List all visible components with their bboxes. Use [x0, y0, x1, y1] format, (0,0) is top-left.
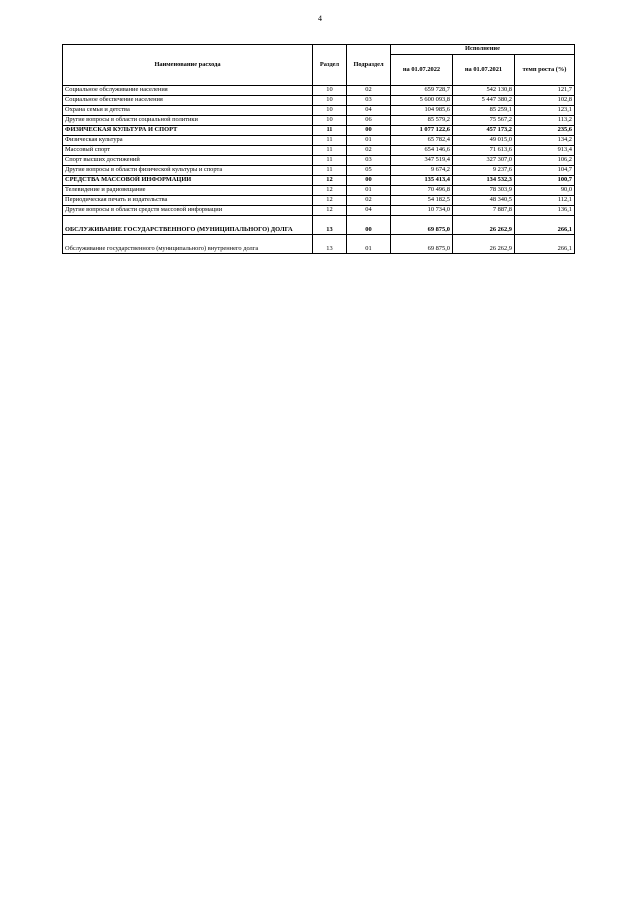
cell-section: 10: [313, 116, 347, 126]
cell-name: Другие вопросы в области социальной политики: [63, 116, 313, 126]
cell-value-2021: 5 447 380,2: [453, 96, 515, 106]
cell-value-2021: 7 887,8: [453, 206, 515, 216]
cell-subsection: 00: [347, 126, 391, 136]
cell-value-2022: 70 496,8: [391, 186, 453, 196]
cell-name: ФИЗИЧЕСКАЯ КУЛЬТУРА И СПОРТ: [63, 126, 313, 136]
header-name: Наименование расхода: [63, 45, 313, 86]
cell-name: Другие вопросы в области физической культуры и спорта: [63, 166, 313, 176]
cell-value-2022: 85 579,2: [391, 116, 453, 126]
cell-growth: 113,2: [515, 116, 575, 126]
cell-subsection: 05: [347, 166, 391, 176]
cell-subsection: 01: [347, 136, 391, 146]
cell-section: 10: [313, 106, 347, 116]
cell-name: Массовый спорт: [63, 146, 313, 156]
table-row: [63, 116, 575, 126]
cell-value-2021: 85 259,1: [453, 106, 515, 116]
cell-growth: 913,4: [515, 146, 575, 156]
cell-growth: 104,7: [515, 166, 575, 176]
cell-name: Охрана семьи и детства: [63, 106, 313, 116]
table-row: [63, 186, 575, 196]
cell-growth: 266,1: [515, 235, 575, 254]
cell-subsection: 06: [347, 116, 391, 126]
cell-growth: 100,7: [515, 176, 575, 186]
cell-section: 12: [313, 206, 347, 216]
cell-section: 11: [313, 126, 347, 136]
cell-name: Спорт высших достижений: [63, 156, 313, 166]
cell-section: 12: [313, 186, 347, 196]
cell-name: ОБСЛУЖИВАНИЕ ГОСУДАРСТВЕННОГО (МУНИЦИПАЛЬНОГО) ДОЛГА: [63, 216, 313, 235]
cell-subsection: 00: [347, 216, 391, 235]
page-number: 4: [318, 14, 322, 23]
cell-growth: 90,0: [515, 186, 575, 196]
cell-value-2022: 69 875,0: [391, 235, 453, 254]
cell-section: 11: [313, 146, 347, 156]
cell-name: Другие вопросы в области средств массовой информации: [63, 206, 313, 216]
cell-value-2021: 75 567,2: [453, 116, 515, 126]
cell-section: 11: [313, 166, 347, 176]
cell-value-2022: 135 413,4: [391, 176, 453, 186]
cell-value-2022: 104 985,6: [391, 106, 453, 116]
cell-value-2022: 69 875,0: [391, 216, 453, 235]
cell-name: Социальное обслуживание населения: [63, 86, 313, 96]
cell-growth: 112,1: [515, 196, 575, 206]
cell-name: Периодическая печать и издательства: [63, 196, 313, 206]
header-section: Раздел: [313, 45, 347, 86]
cell-name: Обслуживание государственного (муниципального) внутреннего долга: [63, 235, 313, 254]
table-row-section-total: [63, 176, 575, 186]
cell-section: 11: [313, 156, 347, 166]
cell-growth: 123,1: [515, 106, 575, 116]
cell-value-2022: 659 728,7: [391, 86, 453, 96]
cell-subsection: 03: [347, 96, 391, 106]
cell-value-2022: 5 600 093,8: [391, 96, 453, 106]
cell-value-2021: 457 173,2: [453, 126, 515, 136]
cell-section: 10: [313, 96, 347, 106]
cell-value-2022: 654 146,6: [391, 146, 453, 156]
cell-growth: 266,1: [515, 216, 575, 235]
table-row-section-total: [63, 216, 575, 235]
cell-value-2021: 71 613,6: [453, 146, 515, 156]
cell-subsection: 04: [347, 206, 391, 216]
cell-value-2021: 26 262,9: [453, 235, 515, 254]
cell-growth: 106,2: [515, 156, 575, 166]
table-row: [63, 206, 575, 216]
table-row: [63, 166, 575, 176]
cell-value-2022: 65 782,4: [391, 136, 453, 146]
table-row: [63, 106, 575, 116]
cell-value-2021: 49 015,0: [453, 136, 515, 146]
cell-section: 13: [313, 235, 347, 254]
table-row: [63, 96, 575, 106]
cell-value-2021: 78 303,9: [453, 186, 515, 196]
cell-subsection: 03: [347, 156, 391, 166]
cell-name: Социальное обеспечение населения: [63, 96, 313, 106]
cell-value-2021: 48 340,5: [453, 196, 515, 206]
table-row: [63, 146, 575, 156]
header-date-2022: на 01.07.2022: [391, 55, 453, 86]
cell-subsection: 04: [347, 106, 391, 116]
cell-growth: 121,7: [515, 86, 575, 96]
cell-subsection: 02: [347, 86, 391, 96]
cell-value-2021: 542 130,8: [453, 86, 515, 96]
cell-growth: 136,1: [515, 206, 575, 216]
cell-value-2022: 10 734,0: [391, 206, 453, 216]
table-row-section-total: [63, 126, 575, 136]
table-row: [63, 235, 575, 254]
header-row: [63, 45, 575, 55]
table-row: [63, 136, 575, 146]
expenditure-table: [62, 44, 575, 254]
cell-subsection: 02: [347, 196, 391, 206]
cell-section: 12: [313, 196, 347, 206]
cell-growth: 134,2: [515, 136, 575, 146]
cell-name: Телевидение и радиовещание: [63, 186, 313, 196]
cell-name: СРЕДСТВА МАССОВОЙ ИНФОРМАЦИИ: [63, 176, 313, 186]
cell-subsection: 00: [347, 176, 391, 186]
cell-value-2022: 54 182,5: [391, 196, 453, 206]
cell-value-2021: 134 532,3: [453, 176, 515, 186]
cell-subsection: 02: [347, 146, 391, 156]
header-growth: темп роста (%): [515, 55, 575, 86]
cell-subsection: 01: [347, 235, 391, 254]
cell-name: Физическая культура: [63, 136, 313, 146]
cell-section: 12: [313, 176, 347, 186]
cell-value-2022: 9 674,2: [391, 166, 453, 176]
cell-value-2021: 26 262,9: [453, 216, 515, 235]
cell-subsection: 01: [347, 186, 391, 196]
header-subsection: Подраздел: [347, 45, 391, 86]
cell-value-2021: 327 307,0: [453, 156, 515, 166]
cell-growth: 102,8: [515, 96, 575, 106]
table-row: [63, 196, 575, 206]
cell-value-2021: 9 237,6: [453, 166, 515, 176]
cell-value-2022: 1 077 122,6: [391, 126, 453, 136]
header-date-2021: на 01.07.2021: [453, 55, 515, 86]
cell-growth: 235,6: [515, 126, 575, 136]
header-execution: Исполнение: [391, 45, 575, 55]
table-row: [63, 156, 575, 166]
cell-value-2022: 347 519,4: [391, 156, 453, 166]
table-row: [63, 86, 575, 96]
cell-section: 13: [313, 216, 347, 235]
cell-section: 10: [313, 86, 347, 96]
cell-section: 11: [313, 136, 347, 146]
